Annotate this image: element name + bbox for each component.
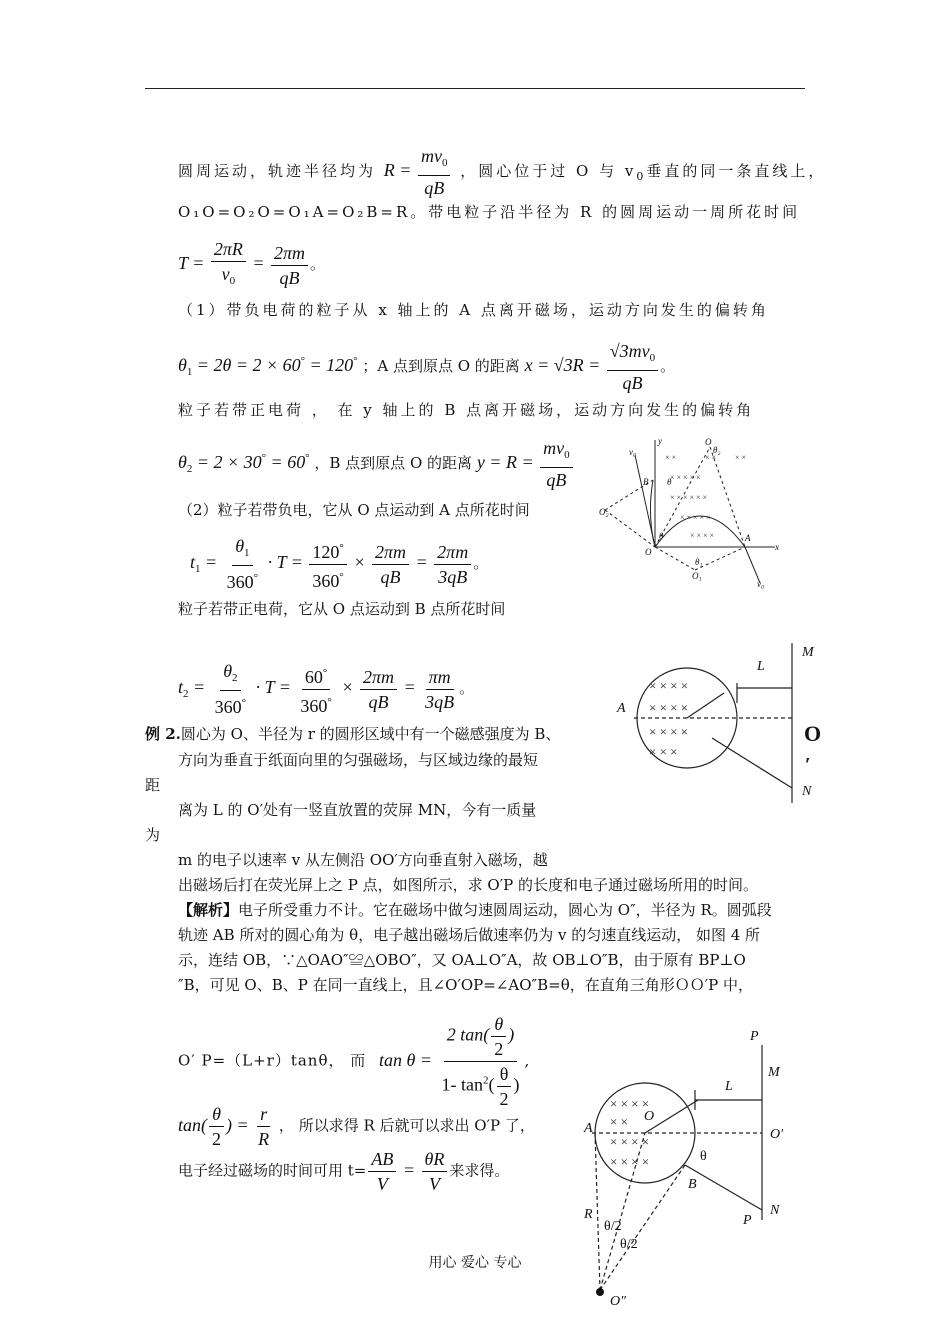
paragraph-line-6: 粒子若带正电荷 ， 在 y 轴上的 B 点离开磁场，运动方向发生的偏转角 bbox=[178, 401, 755, 419]
example-2-line-7: 出磁场后打在荧光屏上之 P 点，如图所示，求 O′P 的长度和电子通过磁场所用的时间。 bbox=[178, 876, 758, 894]
solution-line-7: 电子经过磁场的时间可用 t= $\frac{AB}{V}$ = $\frac{\theta R}{V}$ 来求得。 bbox=[178, 1149, 510, 1194]
example-2-line-4: 离为 L 的 O′处有一竖直放置的荧屏 MN，今有一质量 bbox=[178, 801, 537, 819]
paragraph-line-8: （2）粒子若带负电，它从 O 点运动到 A 点所花时间 bbox=[178, 501, 530, 519]
svg-text:× ×: × × bbox=[735, 453, 747, 462]
solution-line-3: 示，连结 OB，∵△OAO″≌△OBO″，又 OA⊥O″A，故 OB⊥O″B，由于原有 BP⊥O bbox=[178, 951, 746, 969]
svg-text:× × × ×: × × × × bbox=[649, 678, 689, 693]
svg-text:R: R bbox=[584, 1207, 593, 1222]
svg-text:θ: θ bbox=[667, 477, 672, 487]
svg-text:A: A bbox=[617, 701, 626, 716]
paragraph-line-2: O₁O=O₂O=O₁A=O₂B=R。带电粒子沿半径为 R 的圆周运动一周所花时间 bbox=[178, 203, 801, 221]
svg-text:× × × ×: × × × × bbox=[610, 1154, 650, 1169]
svg-text:O′: O′ bbox=[770, 1127, 784, 1142]
svg-text:M: M bbox=[802, 645, 814, 660]
figure-1-coordinate-diagram bbox=[595, 435, 790, 590]
svg-text:P: P bbox=[743, 1213, 752, 1228]
svg-text:′: ′ bbox=[805, 754, 811, 776]
svg-text:θ₂: θ₂ bbox=[713, 445, 721, 455]
paragraph-line-4: （1）带负电荷的粒子从 x 轴上的 A 点离开磁场，运动方向发生的偏转角 bbox=[178, 301, 769, 319]
paragraph-line-10: 粒子若带正电荷，它从 O 点运动到 B 点所花时间 bbox=[178, 600, 506, 618]
svg-text:× × × ×: × × × × bbox=[649, 724, 689, 739]
svg-text:θ: θ bbox=[659, 531, 664, 541]
svg-text:y: y bbox=[658, 436, 662, 446]
example-2-line-2: 方向为垂直于纸面向里的匀强磁场，与区域边缘的最短 bbox=[178, 751, 539, 769]
header-rule bbox=[145, 88, 805, 89]
svg-text:× × ×: × × × bbox=[649, 744, 678, 759]
svg-text:× × × × × ×: × × × × × × bbox=[670, 493, 708, 502]
svg-text:O₂: O₂ bbox=[599, 507, 609, 517]
svg-text:× × × ×: × × × × bbox=[690, 531, 715, 540]
svg-text:O₁: O₁ bbox=[692, 571, 702, 581]
solution-line-2: 轨迹 AB 所对的圆心角为 θ，电子越出磁场后做速率仍为 v 的匀速直线运动， 如图 4 所 bbox=[178, 926, 761, 944]
svg-text:N: N bbox=[802, 784, 812, 799]
svg-text:× × × × ×: × × × × × bbox=[680, 513, 711, 522]
figure-2-circular-field bbox=[612, 638, 837, 808]
formula-radius: R = $\frac{mv_0}{qB}$ bbox=[384, 160, 453, 180]
svg-text:O: O bbox=[804, 721, 822, 746]
paragraph-line-5: $\theta_1 = 2\theta = 2 \times 60^\circ = 120^\circ$ ；A 点到原点 O 的距离 x = √3R = $\frac{√3mv_0}{qB}$ 。 bbox=[178, 341, 676, 393]
svg-text:O: O bbox=[644, 1109, 655, 1124]
svg-text:θ/2: θ/2 bbox=[604, 1219, 622, 1234]
solution-line-5: O′ P=（L+r）tanθ， 而 tan θ = 2 tan( $\frac{\theta}{2}$ ) 1- $\tan^2$( $\frac{\theta}{2}$ ) , bbox=[178, 1014, 530, 1109]
paragraph-line-1: 圆周运动，轨迹半径均为 R = $\frac{mv_0}{qB}$ ，圆心位于过 O 与 $v_0$垂直的同一条直线上， bbox=[178, 146, 827, 198]
formula-t1: $t_1$ = $\frac{\theta_1}{360^\circ}$ · T = $\frac{120^\circ}{360^\circ}$ × $\frac{2\pi m}{qB}$ = $\frac{2\pi m}{3qB}$ 。 bbox=[190, 536, 489, 592]
solution-line-6: tan( $\frac{\theta}{2}$ ) = $\frac{r}{R}$ ， 所以求得 R 后就可以求出 O′P 了， bbox=[178, 1104, 535, 1149]
paragraph-line-7: $\theta_2 = 2 \times 30^\circ = 60^\circ$ ，B 点到原点 O 的距离 y = R = $\frac{mv_0}{qB}$ bbox=[178, 437, 575, 491]
svg-text:A: A bbox=[745, 533, 751, 543]
example-2-line-1: 例 2.圆心为 O、半径为 r 的圆形区域中有一个磁感强度为 B、 bbox=[145, 725, 561, 743]
svg-text:× ×: × × bbox=[705, 453, 717, 462]
svg-text:A: A bbox=[584, 1121, 593, 1136]
solution-line-4: ″B，可见 O、B、P 在同一直线上，且∠O′OP=∠AO″B=θ，在直角三角形ＯＯ′P 中， bbox=[178, 976, 753, 994]
svg-text:B: B bbox=[688, 1177, 697, 1192]
page-footer: 用心 爱心 专心 bbox=[428, 1255, 522, 1271]
svg-text:N: N bbox=[770, 1203, 780, 1218]
example-2-line-6: m 的电子以速率 v 从左侧沿 OO′方向垂直射入磁场，越 bbox=[178, 851, 548, 869]
formula-t2: $t_2$ = $\frac{\theta_2}{360^\circ}$ · T = $\frac{60^\circ}{360^\circ}$ × $\frac{2\pi m}{qB}$ = $\frac{\pi m}{3qB}$ 。 bbox=[178, 661, 475, 717]
svg-text:× × × ×: × × × × bbox=[610, 1096, 650, 1111]
svg-text:L: L bbox=[757, 659, 765, 674]
solution-line-1: 【解析】电子所受重力不计。它在磁场中做匀速圆周运动，圆心为 O″，半径为 R。圆弧段 bbox=[178, 901, 772, 919]
svg-text:M: M bbox=[768, 1065, 780, 1080]
svg-text:× × × ×: × × × × bbox=[649, 700, 689, 715]
formula-period: T = $\frac{2\pi R}{v_0}$ = $\frac{2\pi m}{qB}$ 。 bbox=[178, 239, 326, 288]
svg-text:v₀: v₀ bbox=[629, 447, 637, 457]
svg-text:× ×: × × bbox=[610, 1114, 628, 1129]
svg-text:x: x bbox=[775, 542, 779, 552]
svg-text:v₀: v₀ bbox=[757, 579, 765, 589]
svg-text:θ: θ bbox=[700, 1149, 707, 1164]
svg-text:L: L bbox=[725, 1079, 733, 1094]
example-2-line-3: 距 bbox=[145, 776, 161, 794]
svg-text:O: O bbox=[705, 437, 712, 447]
svg-text:P: P bbox=[750, 1029, 759, 1044]
svg-text:× × × × ×: × × × × × bbox=[670, 473, 701, 482]
figure-2-labels bbox=[616, 645, 821, 799]
svg-text:θ/2: θ/2 bbox=[620, 1237, 638, 1252]
example-2-line-5: 为 bbox=[145, 826, 161, 844]
svg-text:O″: O″ bbox=[610, 1294, 626, 1309]
svg-text:B: B bbox=[643, 477, 649, 487]
svg-text:× × × ×: × × × × bbox=[610, 1134, 650, 1149]
svg-text:× ×: × × bbox=[665, 453, 677, 462]
svg-text:θ₁: θ₁ bbox=[695, 557, 703, 567]
svg-text:O: O bbox=[645, 547, 652, 557]
